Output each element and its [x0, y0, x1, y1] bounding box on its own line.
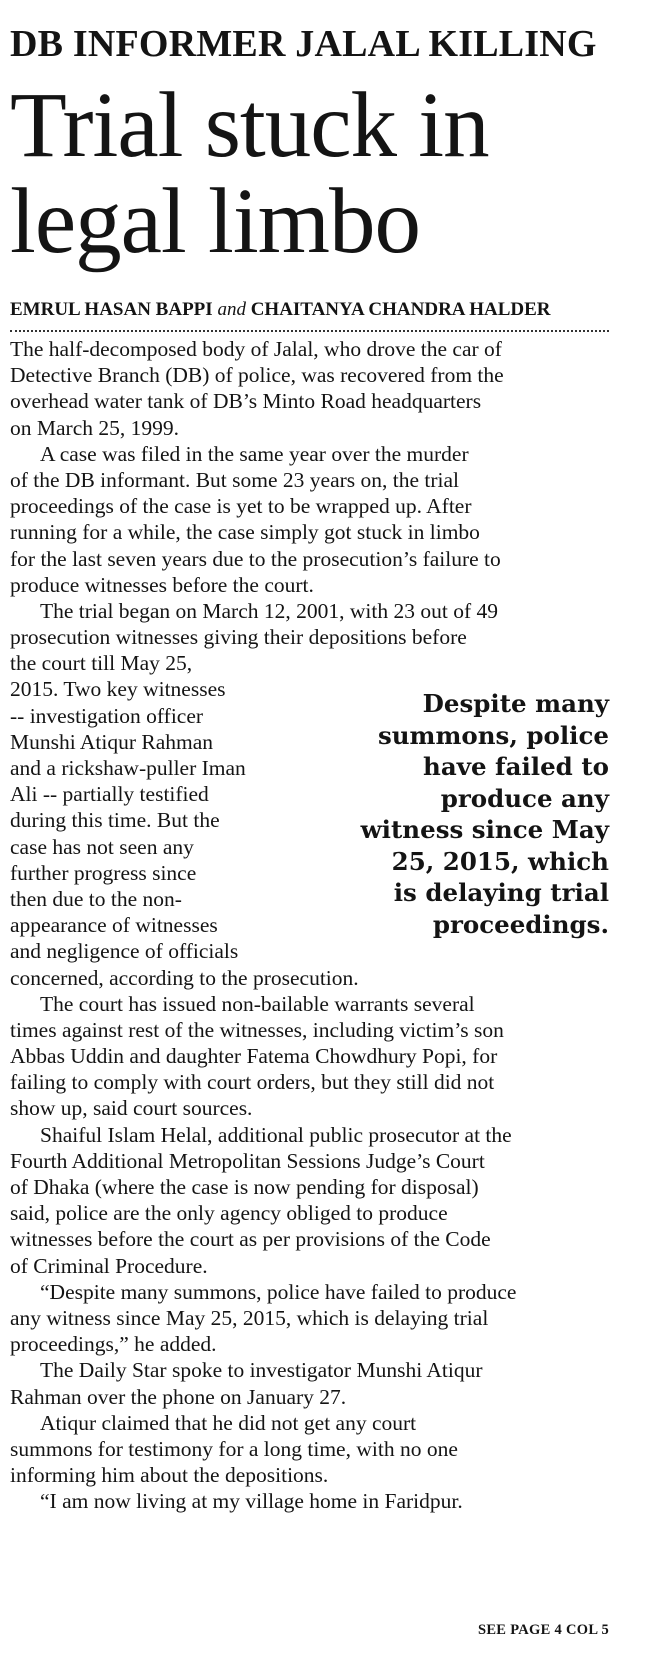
body-line: “I am now living at my village home in Faridpur. [40, 1489, 463, 1514]
pull-quote-line: witness since May [360, 815, 609, 844]
body-line: The half-decomposed body of Jalal, who drove the car of [10, 337, 502, 361]
byline-conjunction: and [217, 299, 246, 320]
body-line: and negligence of officials [10, 939, 239, 964]
body-line: overhead water tank of DB’s Minto Road headquarters [10, 389, 482, 414]
pull-quote [309, 688, 609, 940]
pull-quote-line: is delaying trial [393, 878, 609, 907]
body-line: running for a while, the case simply got stuck in limbo [10, 520, 480, 545]
pull-quote-line: have failed to [423, 752, 609, 781]
body-line: Detective Branch (DB) of police, was recovered from the [10, 363, 504, 388]
dotted-divider [10, 330, 609, 332]
body-line: of Criminal Procedure. [10, 1253, 208, 1278]
jump-line: SEE PAGE 4 COL 5 [477, 1622, 609, 1638]
body-line: of Dhaka (where the case is now pending for disposal) [10, 1175, 479, 1199]
body-line: times against rest of the witnesses, including victim’s son [10, 1017, 504, 1042]
body-line: failing to comply with court orders, but they still did not [10, 1070, 495, 1095]
byline-author: CHAITANYA CHANDRA HALDER [250, 299, 551, 320]
body-line: then due to the non- [10, 886, 182, 911]
body-line: of the DB informant. But some 23 years on, the trial [10, 467, 460, 492]
body-line: the court till May 25, [10, 651, 193, 676]
body-line: informing him about the depositions. [10, 1463, 329, 1488]
body-line: further progress since [10, 860, 197, 885]
pull-quote-line: produce any [440, 783, 609, 813]
body-line: -- investigation officer [10, 703, 204, 728]
body-line: The Daily Star spoke to investigator Munshi Atiqur [40, 1358, 483, 1383]
byline [10, 298, 630, 322]
body-line: Ali -- partially testified [10, 782, 209, 807]
headline-line: legal limbo [10, 170, 420, 273]
headline [10, 74, 630, 273]
body-line: case has not seen any [10, 834, 194, 859]
body-line: show up, said court sources. [10, 1096, 253, 1121]
kicker: DB INFORMER JALAL KILLING [10, 23, 597, 65]
body-line: Atiqur claimed that he did not get any court [40, 1410, 417, 1435]
body-line: Abbas Uddin and daughter Fatema Chowdhury Popi, for [10, 1044, 498, 1069]
body-line: The court has issued non-bailable warrants several [40, 991, 475, 1016]
body-line: during this time. But the [10, 808, 220, 833]
body-line: said, police are the only agency obliged to produce [10, 1201, 448, 1226]
body-line: proceedings,” he added. [10, 1332, 217, 1357]
pull-quote-line: summons, police [377, 720, 609, 750]
pull-quote-line: proceedings. [432, 909, 609, 939]
body-line: Fourth Additional Metropolitan Sessions Judge’s Court [10, 1148, 485, 1173]
body-line: produce witnesses before the court. [10, 572, 314, 597]
body-line: appearance of witnesses [10, 913, 218, 938]
pull-quote-line: Despite many [422, 689, 609, 718]
body-line: summons for testimony for a long time, with no one [10, 1436, 458, 1461]
body-line: for the last seven years due to the prosecution’s failure to [10, 546, 501, 571]
body-line: proceedings of the case is yet to be wrapped up. After [10, 494, 472, 519]
body-line: Munshi Atiqur Rahman [10, 729, 214, 754]
pull-quote-line: 25, 2015, which [391, 846, 609, 876]
body-line: Rahman over the phone on January 27. [10, 1384, 347, 1409]
body-line: any witness since May 25, 2015, which is delaying trial [10, 1305, 489, 1330]
body-line: on March 25, 1999. [10, 415, 179, 440]
body-line: A case was filed in the same year over the murder [40, 441, 469, 466]
body-line: The trial began on March 12, 2001, with 23 out of 49 [40, 598, 498, 623]
byline-author: EMRUL HASAN BAPPI [10, 299, 213, 320]
body-line: prosecution witnesses giving their depositions before [10, 625, 467, 650]
body-line: Shaiful Islam Helal, additional public prosecutor at the [40, 1122, 512, 1147]
body-line: “Despite many summons, police have failed to produce [40, 1279, 517, 1304]
body-line: concerned, according to the prosecution. [10, 965, 359, 990]
body-line: witnesses before the court as per provisions of the Code [10, 1227, 491, 1252]
body-line: 2015. Two key witnesses [10, 677, 226, 702]
body-line: and a rickshaw-puller Iman [10, 756, 246, 780]
headline-line: Trial stuck in [10, 74, 489, 177]
